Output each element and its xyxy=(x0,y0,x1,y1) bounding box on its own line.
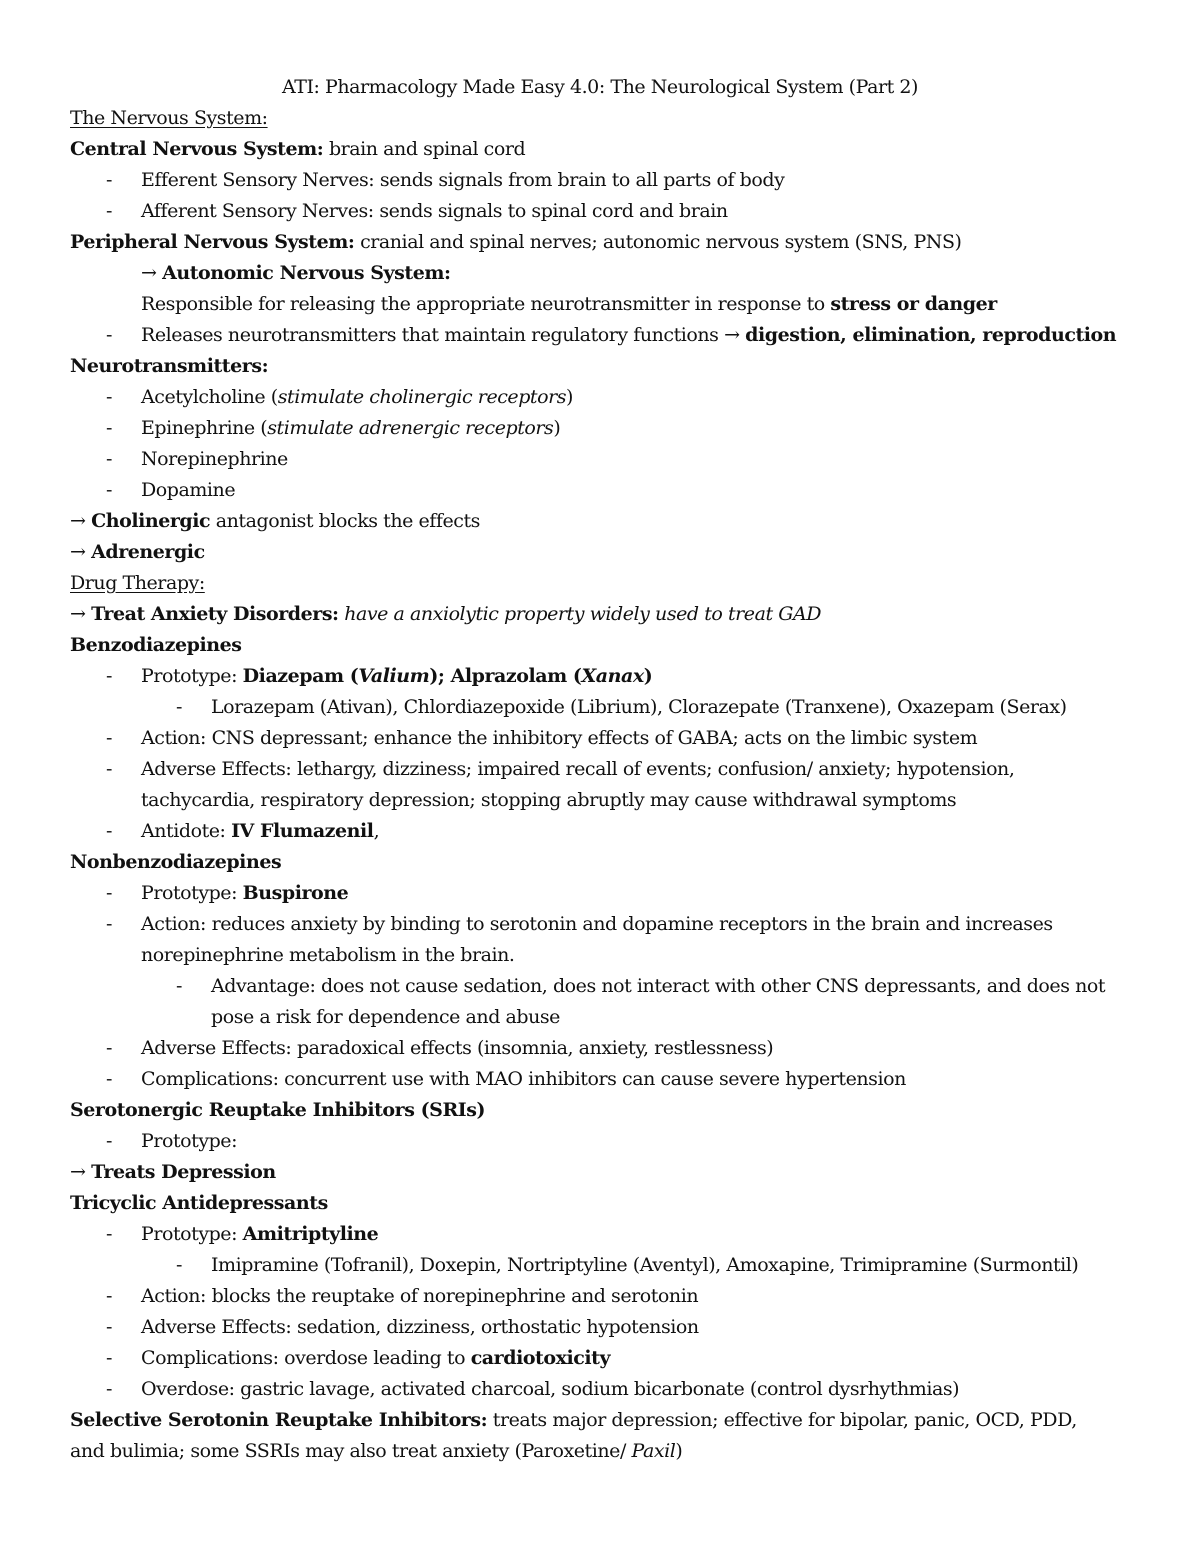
pns-label: Peripheral Nervous System: xyxy=(70,231,355,253)
item-text: Responsible for releasing the appropriate neurotransmitter in response to xyxy=(141,293,831,315)
item-text: antagonist blocks the effects xyxy=(210,510,480,532)
bullet-dash: - xyxy=(106,324,112,346)
heading-text: Neurotransmitters: xyxy=(70,355,269,377)
item-label: Prototype: xyxy=(141,1130,238,1152)
item-italic: have a anxiolytic property widely used to treat GAD xyxy=(338,603,822,625)
item-text: Action: reduces anxiety by binding to serotonin and dopamine receptors in the brain and increases xyxy=(141,913,1053,935)
item-bold: Cholinergic xyxy=(91,510,211,532)
item-bold: Buspirone xyxy=(242,882,349,904)
adrenergic-line xyxy=(0,537,1200,568)
heading-text: Nonbenzodiazepines xyxy=(70,851,282,873)
cholinergic-line xyxy=(0,506,1200,537)
list-item-acetylcholine xyxy=(0,382,1200,413)
item-text: Afferent Sensory Nerves: sends signals to spinal cord and brain xyxy=(141,200,728,222)
bullet-dash: - xyxy=(106,1285,112,1307)
item-text: Adverse Effects: sedation, dizziness, orthostatic hypotension xyxy=(141,1316,699,1338)
section-heading-sri xyxy=(0,1095,1200,1126)
pns-line xyxy=(0,227,1200,258)
item-bold: IV Flumazenil xyxy=(231,820,374,842)
item-bold: digestion, elimination, reproduction xyxy=(745,324,1117,346)
item-bold: cardiotoxicity xyxy=(470,1347,611,1369)
bullet-dash: - xyxy=(106,913,112,935)
bullet-dash: - xyxy=(176,696,182,718)
item-text: Adverse Effects: paradoxical effects (insomnia, anxiety, restlessness) xyxy=(141,1037,774,1059)
arrow-icon: → xyxy=(70,603,86,625)
item-bold: Diazepam ( xyxy=(242,665,359,687)
item-text: Efferent Sensory Nerves: sends signals from brain to all parts of body xyxy=(141,169,785,191)
bullet-dash: - xyxy=(176,1254,182,1276)
list-item-benzo-adverse xyxy=(0,754,1200,785)
bullet-dash: - xyxy=(106,448,112,470)
item-text: Overdose: gastric lavage, activated charcoal, sodium bicarbonate (control dysrhythmias) xyxy=(141,1378,960,1400)
bullet-dash: - xyxy=(106,200,112,222)
bullet-dash: - xyxy=(106,1378,112,1400)
item-text: Imipramine (Tofranil), Doxepin, Nortriptyline (Aventyl), Amoxapine, Trimipramine (Surmontil) xyxy=(211,1254,1079,1276)
item-close: ) xyxy=(566,386,574,408)
bullet-dash: - xyxy=(106,1316,112,1338)
item-text: pose a risk for dependence and abuse xyxy=(211,1006,560,1028)
list-item-afferent xyxy=(0,196,1200,227)
bullet-dash: - xyxy=(106,1068,112,1090)
list-item-nonbenzo-adverse xyxy=(0,1033,1200,1064)
cns-label: Central Nervous System: xyxy=(70,138,324,160)
arrow-icon: → xyxy=(70,541,86,563)
item-italic: Valium xyxy=(358,665,430,687)
list-item-benzo-antidote xyxy=(0,816,1200,847)
list-item-nonbenzo-action-cont xyxy=(0,940,1200,971)
item-label: Prototype: xyxy=(141,882,243,904)
list-item-norepinephrine xyxy=(0,444,1200,475)
arrow-icon: → xyxy=(70,1161,86,1183)
heading-text: The Nervous System: xyxy=(70,107,268,129)
item-bold: Treats Depression xyxy=(91,1161,276,1183)
item-text: and bulimia; some SSRIs may also treat anxiety (Paroxetine/ xyxy=(70,1440,632,1462)
cns-line xyxy=(0,134,1200,165)
bullet-dash: - xyxy=(106,1223,112,1245)
bullet-dash: - xyxy=(106,1037,112,1059)
sublist-item-nonbenzo-advantage xyxy=(0,971,1200,1002)
ans-responsible-line xyxy=(0,289,1200,320)
item-label: Antidote: xyxy=(141,820,232,842)
item-text: Releases neurotransmitters that maintain regulatory functions → xyxy=(141,324,746,346)
bullet-dash: - xyxy=(106,386,112,408)
section-heading-neurotransmitters xyxy=(0,351,1200,382)
item-bold: Treat Anxiety Disorders: xyxy=(91,603,339,625)
item-italic: Paxil xyxy=(631,1440,676,1462)
heading-text: Benzodiazepines xyxy=(70,634,242,656)
section-heading-tricyclic xyxy=(0,1188,1200,1219)
list-item-nonbenzo-prototype xyxy=(0,878,1200,909)
list-item-efferent xyxy=(0,165,1200,196)
item-bold: Amitriptyline xyxy=(242,1223,379,1245)
list-item-tca-action xyxy=(0,1281,1200,1312)
bullet-dash: - xyxy=(106,820,112,842)
item-text: tachycardia, respiratory depression; stopping abruptly may cause withdrawal symptoms xyxy=(141,789,957,811)
ans-heading-line xyxy=(0,258,1200,289)
item-text: Epinephrine ( xyxy=(141,417,268,439)
bullet-dash: - xyxy=(106,479,112,501)
item-italic: Xanax xyxy=(581,665,644,687)
list-item-tca-adverse xyxy=(0,1312,1200,1343)
item-label: Prototype: xyxy=(141,1223,243,1245)
bullet-dash: - xyxy=(106,882,112,904)
document-body xyxy=(0,72,1200,1467)
list-item-tca-overdose xyxy=(0,1374,1200,1405)
list-item-tca-prototype xyxy=(0,1219,1200,1250)
section-heading-benzodiazepines xyxy=(0,630,1200,661)
item-bold: Adrenergic xyxy=(91,541,205,563)
sublist-item-tca-others xyxy=(0,1250,1200,1281)
ssri-line xyxy=(0,1405,1200,1436)
bullet-dash: - xyxy=(106,665,112,687)
list-item-epinephrine xyxy=(0,413,1200,444)
item-trail: , xyxy=(373,820,380,842)
item-text: Advantage: does not cause sedation, does not interact with other CNS depressants, and does not xyxy=(211,975,1106,997)
list-item-benzo-prototype xyxy=(0,661,1200,692)
list-item-dopamine xyxy=(0,475,1200,506)
depression-line xyxy=(0,1157,1200,1188)
ans-label: Autonomic Nervous System: xyxy=(162,262,451,284)
arrow-icon: → xyxy=(70,510,86,532)
list-item-nonbenzo-complications xyxy=(0,1064,1200,1095)
item-text: Action: blocks the reuptake of norepinephrine and serotonin xyxy=(141,1285,699,1307)
bullet-dash: - xyxy=(176,975,182,997)
section-heading-drug-therapy xyxy=(0,568,1200,599)
ssri-line-cont xyxy=(0,1436,1200,1467)
item-text: Norepinephrine xyxy=(141,448,288,470)
bullet-dash: - xyxy=(106,169,112,191)
anxiety-line xyxy=(0,599,1200,630)
item-text: Acetylcholine ( xyxy=(141,386,278,408)
bullet-dash: - xyxy=(106,758,112,780)
item-text: Lorazepam (Ativan), Chlordiazepoxide (Librium), Clorazepate (Tranxene), Oxazepam (Serax) xyxy=(211,696,1067,718)
item-label: Prototype: xyxy=(141,665,243,687)
item-text: Complications: overdose leading to xyxy=(141,1347,471,1369)
list-item-ans-releases xyxy=(0,320,1200,351)
item-text: norepinephrine metabolism in the brain. xyxy=(141,944,515,966)
bullet-dash: - xyxy=(106,1347,112,1369)
bullet-dash: - xyxy=(106,1130,112,1152)
list-item-nonbenzo-action xyxy=(0,909,1200,940)
item-italic: stimulate cholinergic receptors xyxy=(277,386,567,408)
bullet-dash: - xyxy=(106,727,112,749)
section-heading-nervous-system xyxy=(0,103,1200,134)
heading-text: Tricyclic Antidepressants xyxy=(70,1192,328,1214)
sublist-item-nonbenzo-advantage-cont xyxy=(0,1002,1200,1033)
list-item-benzo-action xyxy=(0,723,1200,754)
heading-text: Drug Therapy: xyxy=(70,572,205,594)
item-text: Dopamine xyxy=(141,479,236,501)
item-bold: ) xyxy=(643,665,653,687)
item-bold: ); Alprazolam ( xyxy=(429,665,582,687)
cns-text: brain and spinal cord xyxy=(323,138,526,160)
item-text: treats major depression; effective for bipolar, panic, OCD, PDD, xyxy=(487,1409,1077,1431)
item-bold: Selective Serotonin Reuptake Inhibitors: xyxy=(70,1409,488,1431)
item-text: Adverse Effects: lethargy, dizziness; impaired recall of events; confusion/ anxiety; hypotension, xyxy=(141,758,1015,780)
pns-text: cranial and spinal nerves; autonomic nervous system (SNS, PNS) xyxy=(354,231,962,253)
item-close: ) xyxy=(553,417,561,439)
heading-text: Serotonergic Reuptake Inhibitors (SRIs) xyxy=(70,1099,486,1121)
item-text: Action: CNS depressant; enhance the inhibitory effects of GABA; acts on the limbic system xyxy=(141,727,978,749)
list-item-benzo-adverse-cont xyxy=(0,785,1200,816)
item-italic: stimulate adrenergic receptors xyxy=(267,417,554,439)
document-title xyxy=(0,72,1200,103)
list-item-tca-complications xyxy=(0,1343,1200,1374)
sublist-item-benzo-others xyxy=(0,692,1200,723)
section-heading-nonbenzodiazepines xyxy=(0,847,1200,878)
item-bold: stress or danger xyxy=(830,293,997,315)
item-close: ) xyxy=(675,1440,683,1462)
bullet-dash: - xyxy=(106,417,112,439)
list-item-sri-prototype xyxy=(0,1126,1200,1157)
item-text: Complications: concurrent use with MAO inhibitors can cause severe hypertension xyxy=(141,1068,906,1090)
arrow-icon: → xyxy=(141,262,157,284)
title-text: ATI: Pharmacology Made Easy 4.0: The Neurological System (Part 2) xyxy=(282,76,918,98)
